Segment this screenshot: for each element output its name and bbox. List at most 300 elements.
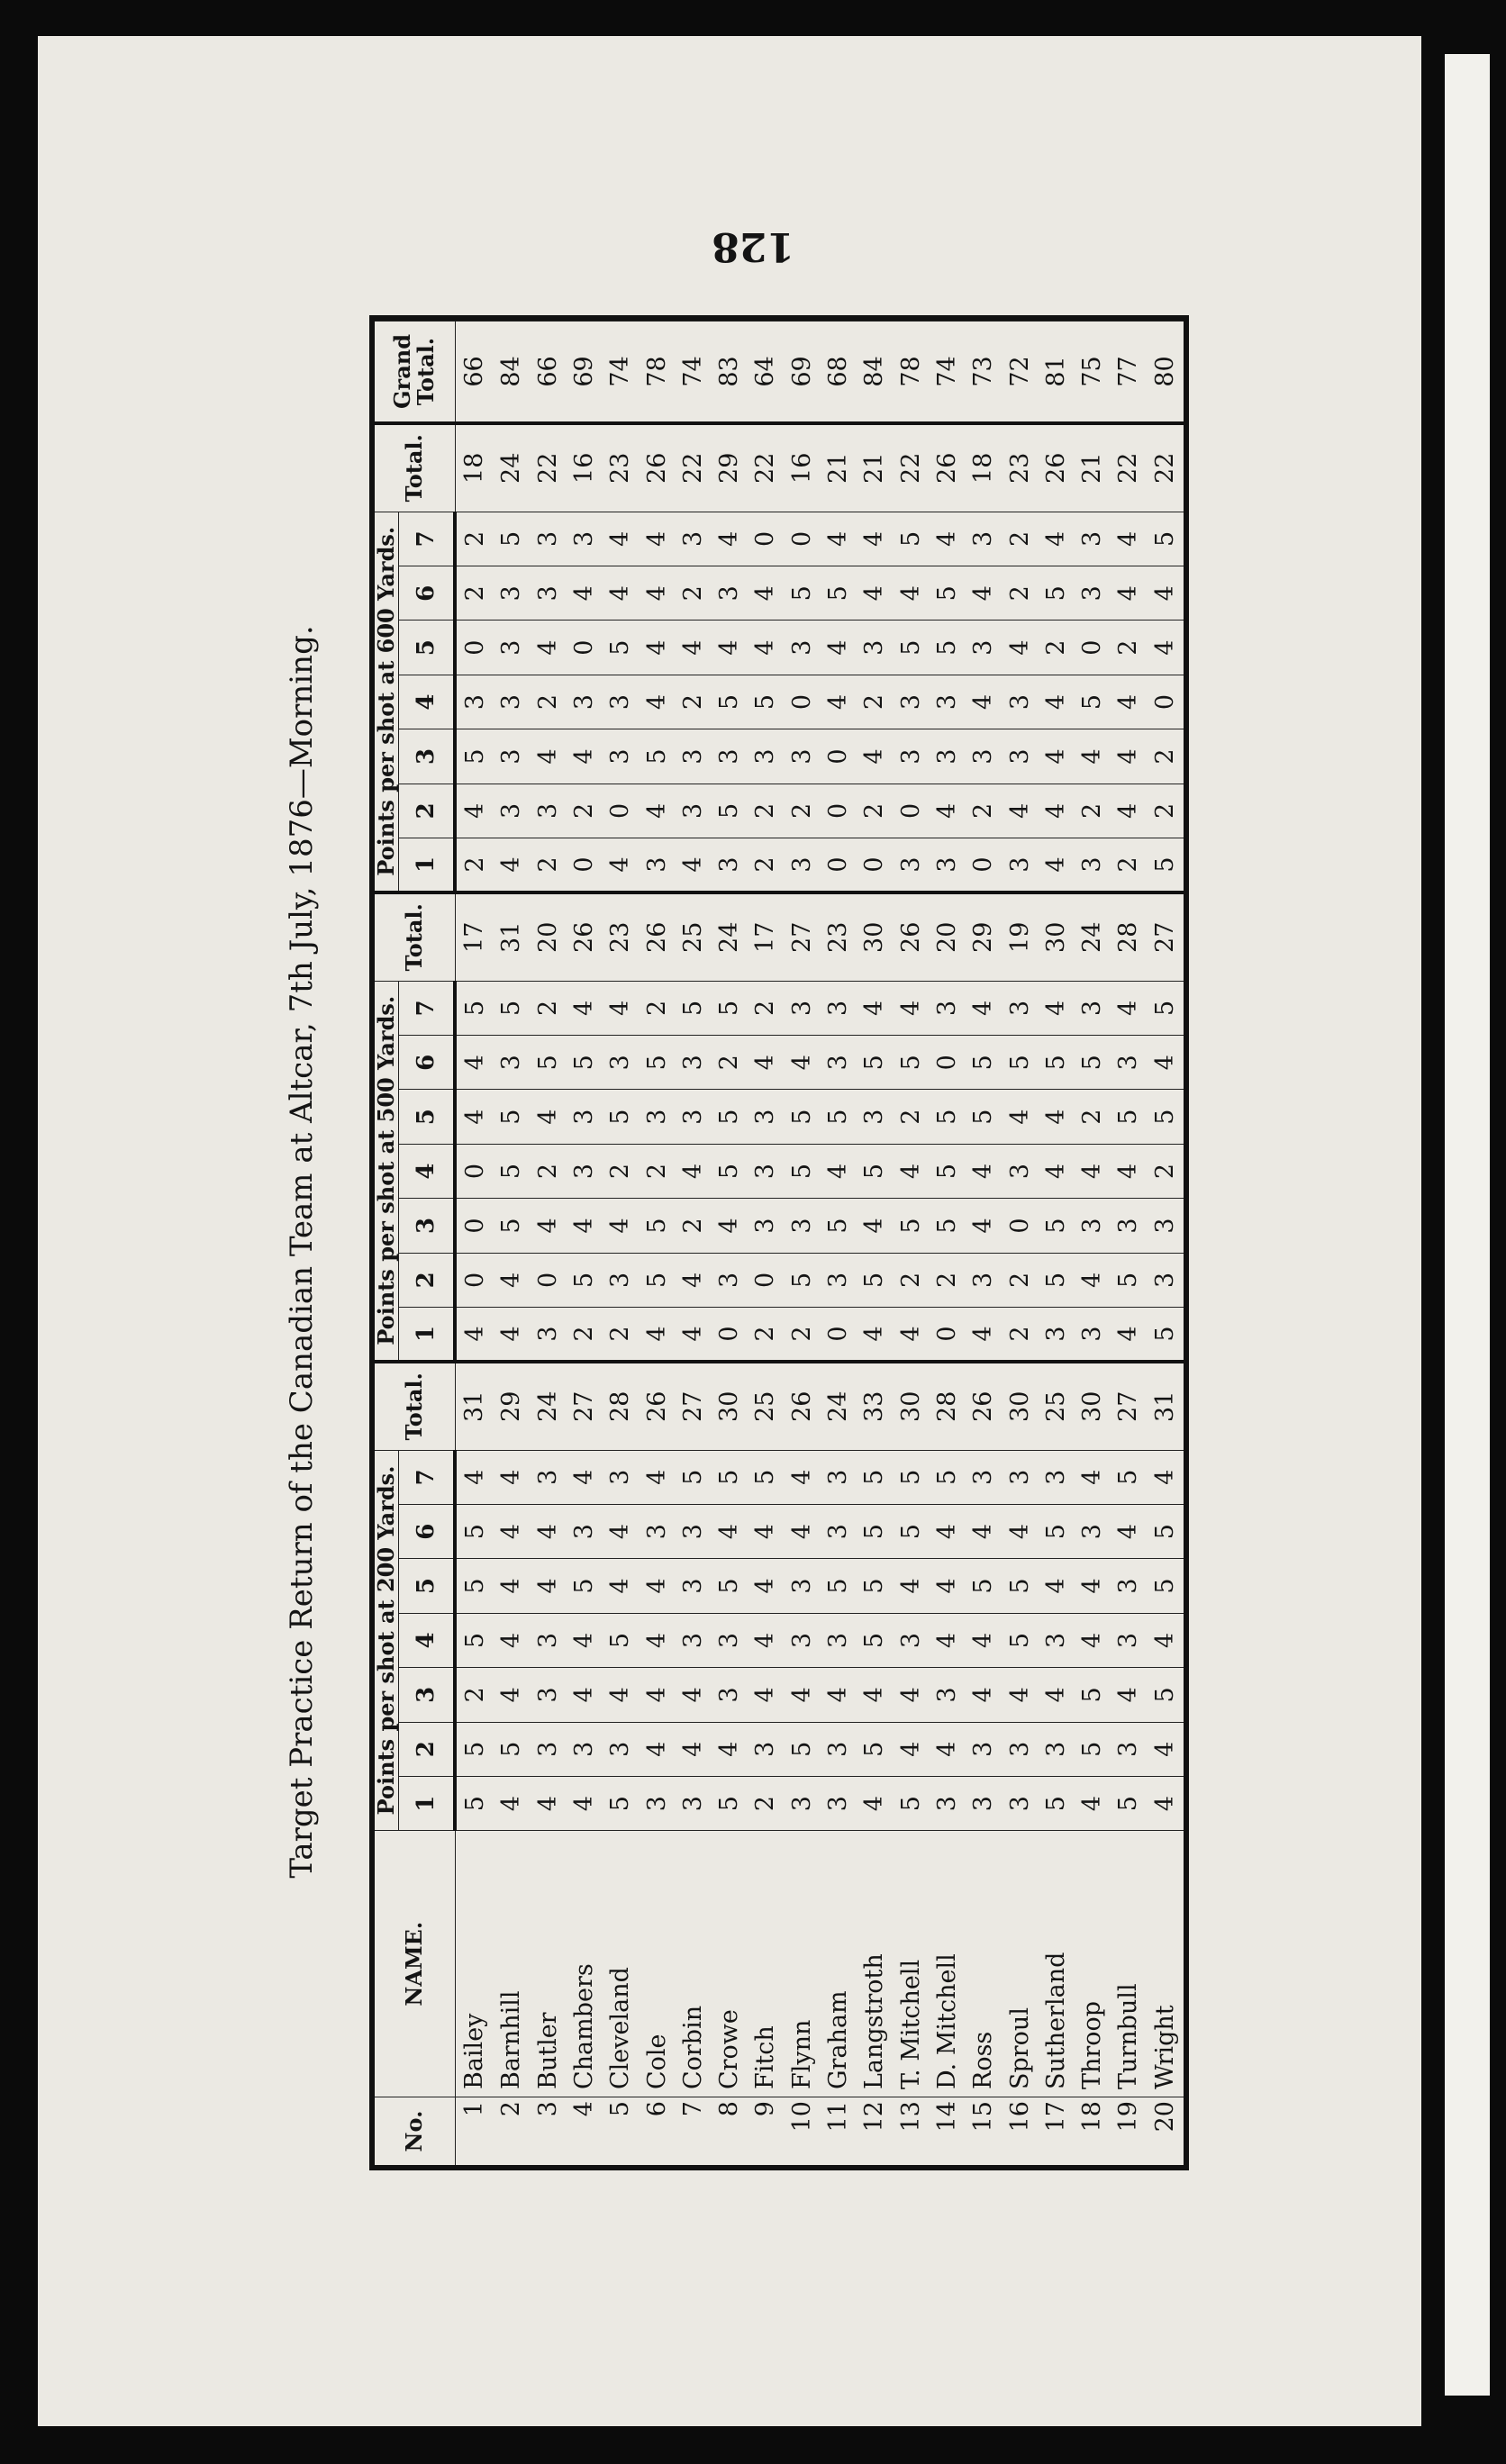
shot-500-1: 3 <box>1039 1308 1075 1362</box>
header-shot-500-6: 6 <box>399 1036 456 1090</box>
shot-200-2: 5 <box>857 1722 893 1776</box>
shot-200-2: 3 <box>821 1722 857 1776</box>
shot-200-3: 4 <box>821 1668 857 1722</box>
shot-500-5: 5 <box>966 1090 1002 1144</box>
total-500: 31 <box>494 892 530 981</box>
shot-500-1: 4 <box>455 1308 494 1362</box>
grand-total: 84 <box>857 322 893 423</box>
grand-total: 73 <box>966 322 1002 423</box>
shot-500-2: 0 <box>531 1253 567 1307</box>
shot-500-2: 5 <box>857 1253 893 1307</box>
shot-200-1: 5 <box>712 1776 748 1830</box>
total-600: 22 <box>676 423 712 512</box>
shot-200-5: 5 <box>712 1559 748 1613</box>
row-number: 6 <box>639 2097 675 2165</box>
table-title: Target Practice Return of the Canadian Team at Altcar, 7th July, 1876—Morning. <box>284 625 320 1879</box>
shot-500-2: 0 <box>748 1253 784 1307</box>
shot-600-5: 3 <box>857 621 893 675</box>
table-row <box>1039 322 1075 2166</box>
total-200: 30 <box>1002 1362 1038 1450</box>
shot-500-1: 4 <box>676 1308 712 1362</box>
shot-200-4: 5 <box>455 1613 494 1667</box>
shot-200-2: 3 <box>531 1722 567 1776</box>
shot-200-6: 3 <box>1075 1504 1111 1558</box>
shot-200-2: 3 <box>966 1722 1002 1776</box>
shot-500-5: 3 <box>676 1090 712 1144</box>
total-500: 23 <box>821 892 857 981</box>
shot-200-7: 3 <box>966 1450 1002 1504</box>
total-600: 18 <box>455 423 494 512</box>
shot-500-6: 5 <box>531 1036 567 1090</box>
shot-200-1: 4 <box>567 1776 603 1830</box>
total-600: 21 <box>821 423 857 512</box>
shot-500-4: 5 <box>785 1144 821 1198</box>
shot-600-4: 2 <box>857 675 893 729</box>
shot-500-4: 4 <box>966 1144 1002 1198</box>
shot-600-6: 4 <box>893 566 929 621</box>
shot-500-1: 2 <box>1002 1308 1038 1362</box>
shot-600-7: 3 <box>531 512 567 566</box>
shot-600-3: 3 <box>676 729 712 784</box>
total-200: 31 <box>1148 1362 1184 1450</box>
header-shot-500-2: 2 <box>399 1253 456 1307</box>
total-500: 30 <box>1039 892 1075 981</box>
header-shot-600-2: 2 <box>399 784 456 838</box>
shot-200-3: 4 <box>785 1668 821 1722</box>
shot-600-1: 3 <box>712 838 748 892</box>
shot-600-1: 0 <box>857 838 893 892</box>
shot-200-5: 4 <box>494 1559 530 1613</box>
header-no: No. <box>375 2097 455 2165</box>
shot-200-3: 3 <box>712 1668 748 1722</box>
shot-600-6: 3 <box>494 566 530 621</box>
shot-600-6: 5 <box>821 566 857 621</box>
shot-500-5: 5 <box>1148 1090 1184 1144</box>
shot-600-7: 2 <box>455 512 494 566</box>
shot-200-1: 3 <box>1002 1776 1038 1830</box>
grand-total: 69 <box>567 322 603 423</box>
shot-500-4: 4 <box>821 1144 857 1198</box>
shot-500-5: 4 <box>1002 1090 1038 1144</box>
grand-total: 78 <box>639 322 675 423</box>
shot-600-5: 0 <box>567 621 603 675</box>
header-shot-200-2: 2 <box>399 1722 456 1776</box>
shot-500-3: 5 <box>494 1199 530 1253</box>
shot-500-2: 5 <box>785 1253 821 1307</box>
header-shot-500-3: 3 <box>399 1199 456 1253</box>
shot-500-4: 4 <box>1111 1144 1147 1198</box>
shot-600-1: 3 <box>930 838 966 892</box>
table-row <box>531 322 567 2166</box>
shot-600-3: 4 <box>1111 729 1147 784</box>
shot-200-3: 4 <box>676 1668 712 1722</box>
shot-500-5: 5 <box>930 1090 966 1144</box>
shooter-name: Wright <box>1148 1831 1184 2097</box>
header-shot-200-7: 7 <box>399 1450 456 1504</box>
total-500: 26 <box>639 892 675 981</box>
shot-200-7: 3 <box>1002 1450 1038 1504</box>
total-600: 18 <box>966 423 1002 512</box>
table-row <box>712 322 748 2166</box>
shot-600-3: 2 <box>1148 729 1184 784</box>
shot-600-4: 2 <box>676 675 712 729</box>
shot-600-7: 5 <box>494 512 530 566</box>
shot-600-7: 3 <box>1075 512 1111 566</box>
shot-500-1: 2 <box>603 1308 639 1362</box>
shot-600-4: 5 <box>712 675 748 729</box>
shot-600-1: 4 <box>494 838 530 892</box>
shot-600-3: 3 <box>494 729 530 784</box>
grand-total: 74 <box>930 322 966 423</box>
shot-600-4: 3 <box>494 675 530 729</box>
shot-500-7: 4 <box>966 981 1002 1036</box>
shot-500-5: 5 <box>494 1090 530 1144</box>
shot-200-7: 4 <box>455 1450 494 1504</box>
total-600: 23 <box>1002 423 1038 512</box>
shot-600-3: 3 <box>1002 729 1038 784</box>
shot-600-5: 2 <box>1111 621 1147 675</box>
total-600: 22 <box>531 423 567 512</box>
table-row <box>893 322 929 2166</box>
total-600: 26 <box>1039 423 1075 512</box>
shot-500-4: 5 <box>930 1144 966 1198</box>
shot-500-3: 3 <box>1148 1199 1184 1253</box>
shot-600-2: 4 <box>455 784 494 838</box>
shot-200-7: 5 <box>712 1450 748 1504</box>
shot-200-3: 4 <box>966 1668 1002 1722</box>
header-shot-200-4: 4 <box>399 1613 456 1667</box>
shot-200-6: 5 <box>893 1504 929 1558</box>
shot-200-3: 4 <box>494 1668 530 1722</box>
shooter-name: Graham <box>821 1831 857 2097</box>
shot-600-7: 0 <box>785 512 821 566</box>
shot-600-3: 3 <box>966 729 1002 784</box>
shot-200-7: 4 <box>567 1450 603 1504</box>
shot-200-5: 3 <box>676 1559 712 1613</box>
shot-600-7: 2 <box>1002 512 1038 566</box>
shot-600-4: 3 <box>893 675 929 729</box>
shot-200-4: 3 <box>893 1613 929 1667</box>
shot-200-1: 5 <box>603 1776 639 1830</box>
shot-200-4: 4 <box>1075 1613 1111 1667</box>
shot-200-3: 4 <box>857 1668 893 1722</box>
shot-500-7: 4 <box>893 981 929 1036</box>
score-table-frame <box>369 315 1189 2170</box>
total-500: 29 <box>966 892 1002 981</box>
shot-200-7: 3 <box>1039 1450 1075 1504</box>
shot-600-7: 4 <box>712 512 748 566</box>
shot-200-3: 4 <box>748 1668 784 1722</box>
table-row <box>785 322 821 2166</box>
shot-600-1: 3 <box>785 838 821 892</box>
total-200: 25 <box>1039 1362 1075 1450</box>
header-shot-600-6: 6 <box>399 566 456 621</box>
row-number: 12 <box>857 2097 893 2165</box>
shot-200-1: 4 <box>1075 1776 1111 1830</box>
shot-500-6: 5 <box>1002 1036 1038 1090</box>
shot-600-6: 4 <box>857 566 893 621</box>
score-table <box>375 321 1184 2165</box>
shot-200-4: 5 <box>1002 1613 1038 1667</box>
shot-500-4: 4 <box>676 1144 712 1198</box>
shooter-name: D. Mitchell <box>930 1831 966 2097</box>
shot-600-2: 4 <box>639 784 675 838</box>
shot-500-5: 5 <box>821 1090 857 1144</box>
shot-200-2: 3 <box>748 1722 784 1776</box>
shot-500-4: 4 <box>893 1144 929 1198</box>
shot-600-6: 3 <box>1075 566 1111 621</box>
table-row <box>676 322 712 2166</box>
shot-500-1: 3 <box>1075 1308 1111 1362</box>
shot-500-1: 4 <box>857 1308 893 1362</box>
shot-500-5: 5 <box>1111 1090 1147 1144</box>
shot-200-6: 5 <box>1039 1504 1075 1558</box>
shot-500-4: 5 <box>712 1144 748 1198</box>
shot-500-1: 0 <box>930 1308 966 1362</box>
shot-600-1: 2 <box>748 838 784 892</box>
shot-600-4: 4 <box>966 675 1002 729</box>
shot-500-6: 5 <box>639 1036 675 1090</box>
shot-500-5: 3 <box>748 1090 784 1144</box>
total-500: 17 <box>455 892 494 981</box>
shot-200-7: 3 <box>821 1450 857 1504</box>
shot-200-6: 4 <box>930 1504 966 1558</box>
shot-600-4: 0 <box>785 675 821 729</box>
shot-600-6: 4 <box>1111 566 1147 621</box>
total-600: 29 <box>712 423 748 512</box>
shot-500-6: 5 <box>893 1036 929 1090</box>
row-number: 9 <box>748 2097 784 2165</box>
shot-500-4: 3 <box>748 1144 784 1198</box>
shot-500-4: 5 <box>494 1144 530 1198</box>
grand-total: 84 <box>494 322 530 423</box>
shot-500-7: 4 <box>603 981 639 1036</box>
shot-500-3: 0 <box>1002 1199 1038 1253</box>
shot-600-4: 3 <box>455 675 494 729</box>
shot-600-5: 0 <box>455 621 494 675</box>
rotated-content <box>270 306 1225 2197</box>
shot-600-2: 3 <box>531 784 567 838</box>
header-total-200: Total. <box>375 1362 455 1450</box>
shot-500-1: 5 <box>1148 1308 1184 1362</box>
header-shot-500-4: 4 <box>399 1144 456 1198</box>
table-row <box>455 322 494 2166</box>
shot-600-1: 0 <box>966 838 1002 892</box>
shot-200-3: 4 <box>1002 1668 1038 1722</box>
total-600: 23 <box>603 423 639 512</box>
shot-500-1: 4 <box>893 1308 929 1362</box>
header-group-row <box>375 322 399 2166</box>
shot-200-1: 3 <box>966 1776 1002 1830</box>
shot-500-4: 4 <box>1039 1144 1075 1198</box>
shot-600-6: 3 <box>712 566 748 621</box>
shot-600-2: 4 <box>1111 784 1147 838</box>
shot-500-7: 4 <box>567 981 603 1036</box>
row-number: 14 <box>930 2097 966 2165</box>
grand-total: 75 <box>1075 322 1111 423</box>
shot-200-7: 3 <box>603 1450 639 1504</box>
shot-200-2: 5 <box>1075 1722 1111 1776</box>
shot-500-7: 3 <box>821 981 857 1036</box>
row-number: 1 <box>455 2097 494 2165</box>
shot-600-6: 4 <box>1148 566 1184 621</box>
shot-500-2: 3 <box>1148 1253 1184 1307</box>
shot-500-5: 5 <box>603 1090 639 1144</box>
shot-200-7: 5 <box>893 1450 929 1504</box>
shot-500-7: 5 <box>455 981 494 1036</box>
total-500: 26 <box>893 892 929 981</box>
shot-500-6: 4 <box>748 1036 784 1090</box>
shot-600-2: 0 <box>603 784 639 838</box>
grand-total: 66 <box>531 322 567 423</box>
shot-200-6: 4 <box>531 1504 567 1558</box>
total-600: 16 <box>785 423 821 512</box>
shooter-name: Throop <box>1075 1831 1111 2097</box>
shot-200-4: 4 <box>494 1613 530 1667</box>
shot-500-2: 3 <box>966 1253 1002 1307</box>
shot-200-5: 5 <box>966 1559 1002 1613</box>
shot-600-1: 0 <box>567 838 603 892</box>
shot-200-4: 4 <box>567 1613 603 1667</box>
total-600: 22 <box>1111 423 1147 512</box>
shot-200-5: 5 <box>1148 1559 1184 1613</box>
total-200: 25 <box>748 1362 784 1450</box>
shot-200-5: 4 <box>930 1559 966 1613</box>
header-total-500: Total. <box>375 892 455 981</box>
shot-600-3: 3 <box>712 729 748 784</box>
grand-total: 74 <box>676 322 712 423</box>
shot-600-3: 4 <box>857 729 893 784</box>
shot-200-6: 4 <box>966 1504 1002 1558</box>
grand-total: 83 <box>712 322 748 423</box>
shot-600-5: 4 <box>676 621 712 675</box>
shot-600-7: 4 <box>603 512 639 566</box>
shot-500-2: 5 <box>639 1253 675 1307</box>
total-500: 24 <box>1075 892 1111 981</box>
shot-200-3: 5 <box>1075 1668 1111 1722</box>
shot-200-6: 3 <box>676 1504 712 1558</box>
shot-200-2: 5 <box>785 1722 821 1776</box>
shot-200-5: 5 <box>857 1559 893 1613</box>
total-500: 27 <box>1148 892 1184 981</box>
shot-500-7: 3 <box>785 981 821 1036</box>
shot-500-6: 3 <box>494 1036 530 1090</box>
grand-total: 69 <box>785 322 821 423</box>
header-shot-600-7: 7 <box>399 512 456 566</box>
shot-500-2: 0 <box>455 1253 494 1307</box>
shooter-name: Fitch <box>748 1831 784 2097</box>
shot-500-6: 4 <box>785 1036 821 1090</box>
shot-200-6: 3 <box>821 1504 857 1558</box>
shot-500-3: 5 <box>893 1199 929 1253</box>
shot-200-4: 3 <box>531 1613 567 1667</box>
row-number: 4 <box>567 2097 603 2165</box>
shot-600-1: 2 <box>455 838 494 892</box>
shot-200-4: 3 <box>676 1613 712 1667</box>
shot-600-5: 4 <box>639 621 675 675</box>
shot-600-2: 5 <box>712 784 748 838</box>
shot-200-7: 3 <box>531 1450 567 1504</box>
shot-500-2: 2 <box>930 1253 966 1307</box>
total-200: 33 <box>857 1362 893 1450</box>
total-600: 22 <box>893 423 929 512</box>
shot-500-3: 4 <box>966 1199 1002 1253</box>
shooter-name: Corbin <box>676 1831 712 2097</box>
header-total-600: Total. <box>375 423 455 512</box>
shot-600-6: 2 <box>455 566 494 621</box>
shot-600-3: 3 <box>603 729 639 784</box>
shooter-name: T. Mitchell <box>893 1831 929 2097</box>
shot-600-3: 3 <box>893 729 929 784</box>
header-shot-600-4: 4 <box>399 675 456 729</box>
shot-200-2: 4 <box>712 1722 748 1776</box>
shot-200-3: 4 <box>567 1668 603 1722</box>
shot-600-7: 3 <box>567 512 603 566</box>
shot-200-3: 4 <box>893 1668 929 1722</box>
shot-500-7: 4 <box>857 981 893 1036</box>
shot-500-3: 5 <box>821 1199 857 1253</box>
total-500: 23 <box>603 892 639 981</box>
total-500: 20 <box>531 892 567 981</box>
shot-200-1: 5 <box>455 1776 494 1830</box>
total-200: 27 <box>1111 1362 1147 1450</box>
shot-500-2: 4 <box>676 1253 712 1307</box>
shot-200-2: 3 <box>1002 1722 1038 1776</box>
shot-600-5: 3 <box>785 621 821 675</box>
total-200: 26 <box>966 1362 1002 1450</box>
shot-200-1: 5 <box>1111 1776 1147 1830</box>
shot-600-3: 4 <box>1039 729 1075 784</box>
row-number: 15 <box>966 2097 1002 2165</box>
shot-500-1: 3 <box>531 1308 567 1362</box>
shot-200-1: 4 <box>1148 1776 1184 1830</box>
header-shot-200-1: 1 <box>399 1776 456 1830</box>
shot-600-6: 5 <box>1039 566 1075 621</box>
shot-500-5: 2 <box>893 1090 929 1144</box>
shot-600-7: 4 <box>821 512 857 566</box>
shot-600-5: 4 <box>821 621 857 675</box>
shot-500-6: 4 <box>1148 1036 1184 1090</box>
shot-200-6: 4 <box>1002 1504 1038 1558</box>
shot-600-2: 2 <box>966 784 1002 838</box>
total-200: 27 <box>676 1362 712 1450</box>
shot-600-7: 5 <box>893 512 929 566</box>
shot-500-3: 4 <box>857 1199 893 1253</box>
shot-500-7: 2 <box>531 981 567 1036</box>
shot-600-4: 3 <box>1002 675 1038 729</box>
score-rows <box>455 322 1184 2166</box>
shot-200-2: 4 <box>930 1722 966 1776</box>
shot-200-4: 4 <box>639 1613 675 1667</box>
shot-200-1: 2 <box>748 1776 784 1830</box>
shot-200-6: 4 <box>748 1504 784 1558</box>
shot-600-3: 5 <box>639 729 675 784</box>
shot-600-4: 4 <box>821 675 857 729</box>
next-page-edge <box>1445 54 1490 2396</box>
shot-200-2: 4 <box>639 1722 675 1776</box>
shot-500-1: 0 <box>712 1308 748 1362</box>
shot-600-1: 3 <box>639 838 675 892</box>
shot-200-6: 4 <box>785 1504 821 1558</box>
total-600: 21 <box>857 423 893 512</box>
header-shot-200-6: 6 <box>399 1504 456 1558</box>
header-group-200: Points per shot at 200 Yards. <box>375 1450 399 1831</box>
shot-200-5: 4 <box>748 1559 784 1613</box>
header-name: NAME. <box>375 1831 455 2097</box>
shot-500-2: 2 <box>1002 1253 1038 1307</box>
total-500: 17 <box>748 892 784 981</box>
shot-600-1: 3 <box>1075 838 1111 892</box>
